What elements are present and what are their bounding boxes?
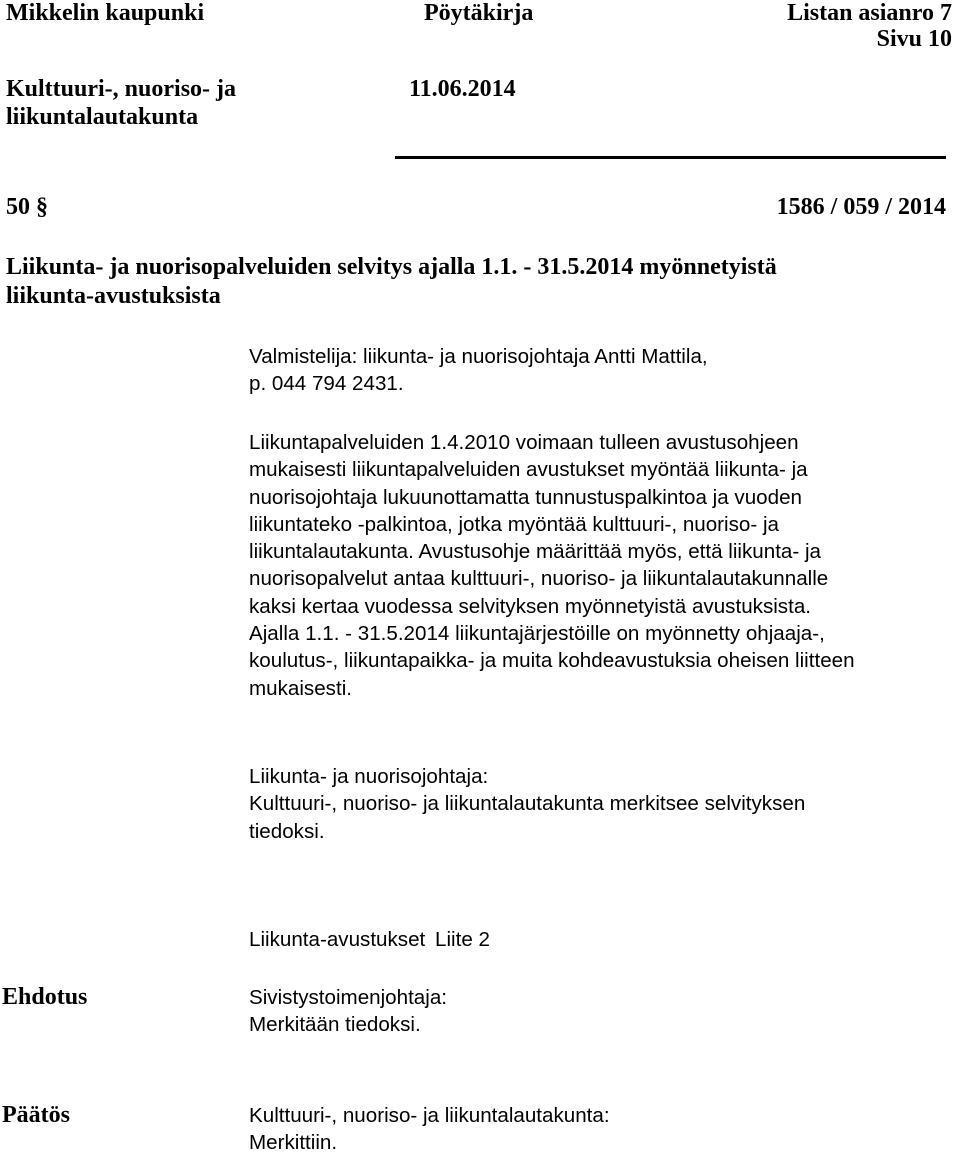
- description-line: liikuntalautakunta. Avustusohje määrittää myös, että liikunta- ja: [249, 540, 821, 564]
- director-decision-line: Kulttuuri-, nuoriso- ja liikuntalautakunta merkitsee selvityksen: [249, 792, 806, 816]
- meeting-date: 11.06.2014: [409, 76, 516, 102]
- decision-heading: Päätös: [2, 1102, 70, 1128]
- proposal-role: Sivistystoimenjohtaja:: [249, 986, 448, 1009]
- preparer-line: Valmistelija: liikunta- ja nuorisojohtaja Antti Mattila,: [249, 345, 708, 368]
- decision-block: [249, 1102, 949, 1157]
- decision-text: Merkittiin.: [249, 1131, 338, 1155]
- section-title-line2: liikunta-avustuksista: [6, 283, 221, 309]
- description-line: koulutus-, liikuntapaikka- ja muita kohdeavustuksia oheisen liitteen: [249, 649, 855, 673]
- description-line: mukaisesti liikuntapalveluiden avustukset myöntää liikunta- ja: [249, 458, 808, 482]
- page-number: Sivu 10: [876, 26, 952, 52]
- attachment-name: Liikunta-avustukset: [249, 928, 426, 951]
- preparer-phone: p. 044 794 2431.: [249, 372, 404, 396]
- description-line: nuorisojohtaja lukuunottamatta tunnustuspalkintoa ja vuoden: [249, 485, 802, 509]
- attachment-reference[interactable]: [249, 926, 490, 953]
- proposal-text: Merkitään tiedoksi.: [249, 1013, 421, 1037]
- decision-role: Kulttuuri-, nuoriso- ja liikuntalautakunta:: [249, 1104, 610, 1127]
- agenda-item-number: Listan asianro 7: [787, 0, 952, 26]
- description-line: mukaisesti.: [249, 676, 352, 700]
- description-line: Ajalla 1.1. - 31.5.2014 liikuntajärjestöille on myönnetty ohjaaja-,: [249, 622, 825, 646]
- description-line: liikuntateko -palkintoa, jotka myöntää kulttuuri-, nuoriso- ja: [249, 512, 779, 536]
- description-line: kaksi kertaa vuodessa selvityksen myönnetyistä avustuksista.: [249, 594, 812, 618]
- section-title-line1: Liikunta- ja nuorisopalveluiden selvitys ajalla 1.1. - 31.5.2014 myönnetyistä: [6, 254, 777, 280]
- proposal-block: [249, 984, 949, 1039]
- preparer-block: [249, 343, 949, 398]
- header-divider: [395, 156, 946, 159]
- committee-name-line2: liikuntalautakunta: [6, 104, 199, 130]
- description-line: nuorisopalvelut antaa kulttuuri-, nuoriso- ja liikuntalautakunnalle: [249, 567, 829, 591]
- director-decision-block: [249, 763, 949, 845]
- city-name: Mikkelin kaupunki: [6, 0, 205, 26]
- attachment-label: Liite 2: [435, 928, 490, 951]
- description-paragraph: [249, 429, 949, 702]
- document-type: Pöytäkirja: [424, 0, 534, 26]
- section-number: 50 §: [6, 194, 48, 220]
- director-role: Liikunta- ja nuorisojohtaja:: [249, 765, 489, 788]
- proposal-heading: Ehdotus: [2, 984, 88, 1010]
- description-line: Liikuntapalveluiden 1.4.2010 voimaan tulleen avustusohjeen: [249, 431, 799, 454]
- case-reference: 1586 / 059 / 2014: [776, 194, 946, 220]
- director-decision-line: tiedoksi.: [249, 819, 325, 843]
- committee-name-line1: Kulttuuri-, nuoriso- ja: [6, 76, 237, 102]
